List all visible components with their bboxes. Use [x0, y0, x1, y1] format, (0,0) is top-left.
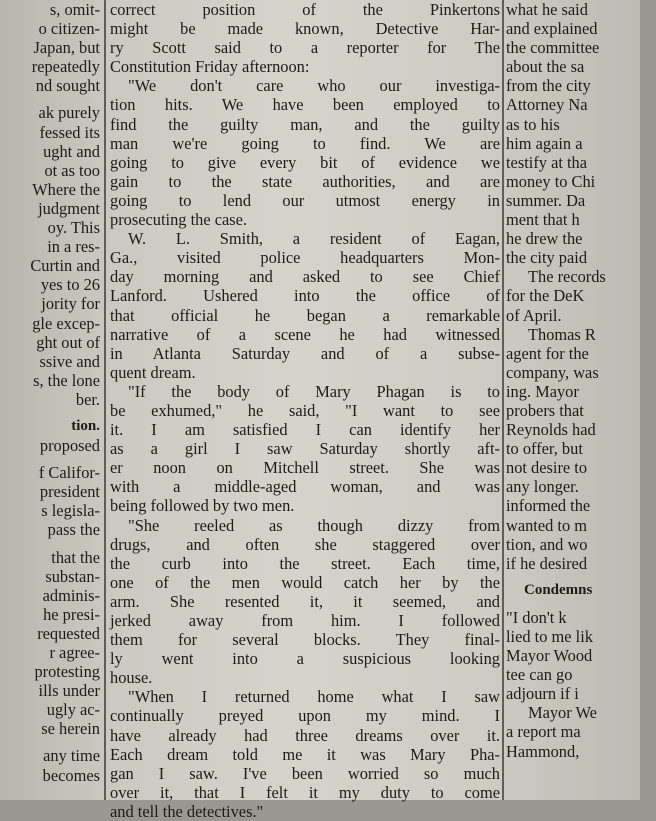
text-line: "We don't care who our investiga- — [128, 76, 500, 96]
text-line: and tell the detectives." — [110, 801, 264, 821]
text-line: fessed its — [39, 122, 100, 142]
text-line: jerked away from him. I followed — [110, 611, 500, 630]
text-line: "I don't k — [506, 607, 567, 627]
text-line: s legisla- — [41, 501, 100, 521]
text-line: what he said — [506, 0, 588, 19]
right-column — [506, 0, 656, 800]
text-line: gle excep- — [32, 313, 100, 333]
text-line: Mayor We — [528, 703, 597, 723]
text-line: drugs, and often she staggered over — [110, 534, 500, 554]
text-line: find the guilty man, and the guilty — [110, 114, 500, 134]
text-line: adjourn if i — [506, 684, 579, 704]
text-line: substan- — [45, 566, 100, 586]
text-line: Reynolds had — [506, 420, 596, 440]
text-line — [506, 600, 656, 608]
text-line: in Atlanta Saturday and of a subse- — [110, 343, 500, 363]
text-line: s, omit- — [49, 0, 100, 19]
text-line: not desire to — [506, 458, 588, 478]
text-line: ly went into a suspicious looking — [110, 649, 500, 669]
text-line: ssive and — [39, 351, 100, 371]
text-line: narrative of a scene he had witnessed — [110, 324, 500, 344]
text-line: wanted to m — [506, 515, 588, 535]
text-line: tion hits. We have been employed to — [110, 95, 500, 115]
column-rule-left — [104, 0, 106, 800]
text-line: pass the — [47, 520, 100, 540]
text-line: tion, and wo — [506, 534, 588, 554]
text-line: adminis- — [42, 585, 100, 605]
text-line: proposed — [39, 436, 100, 456]
text-line: that the — [51, 547, 100, 567]
text-line: gan I saw. I've been worried so much — [110, 763, 500, 783]
text-line: Where the — [32, 179, 100, 199]
text-line: ing. Mayor — [506, 381, 579, 401]
article-paragraph — [110, 516, 500, 688]
left-column — [0, 0, 100, 800]
text-line: Attorney Na — [506, 95, 588, 115]
text-line — [0, 738, 100, 746]
text-line: ght out of — [36, 332, 100, 352]
text-line: him again a — [506, 133, 583, 153]
text-line: the city paid — [506, 248, 588, 268]
text-line: er noon on Mitchell street. She was — [110, 458, 500, 478]
text-line: continually preyed upon my mind. I — [110, 706, 500, 726]
text-line: gain to the state authorities, and are — [110, 171, 500, 191]
text-line: to offer, but — [506, 439, 583, 459]
text-line: jority for — [41, 294, 100, 314]
text-line: ills under — [38, 681, 100, 701]
article-paragraph — [110, 0, 500, 76]
text-line: Hammond, — [506, 741, 580, 761]
text-line: repeatedly — [31, 57, 100, 77]
text-line: with a middle-aged woman, and was — [110, 477, 500, 497]
text-line: company, was — [506, 362, 599, 382]
text-line: them for several blocks. They final- — [110, 630, 500, 650]
article-paragraph — [110, 382, 500, 516]
text-line: "When I returned home what I saw — [128, 687, 500, 707]
text-line: Japan, but — [33, 38, 100, 58]
text-line: in a res- — [47, 237, 100, 257]
text-line: it. I am satisfied I can identify her — [110, 420, 500, 440]
text-line: Each dream told me it was Mary Pha- — [110, 744, 500, 764]
text-line: Constitution Friday afternoon: — [110, 57, 310, 77]
text-line: ment that h — [506, 210, 580, 230]
text-line: W. L. Smith, a resident of Eagan, — [128, 229, 500, 249]
text-line: Lanford. Ushered into the office of — [110, 286, 500, 306]
text-line: ak purely — [38, 103, 100, 123]
text-line: "She reeled as though dizzy from — [128, 515, 500, 535]
text-line: yes to 26 — [40, 275, 100, 295]
text-line — [0, 455, 100, 463]
text-line: going to give every bit of evidence we — [110, 152, 500, 172]
text-line: be exhumed," he said, "I want to see — [110, 400, 500, 420]
text-line — [506, 573, 656, 581]
text-line: day morning and asked to see Chief — [110, 267, 500, 287]
text-line: quent dream. — [110, 362, 196, 382]
text-line: house. — [110, 668, 153, 688]
text-line: Thomas R — [528, 324, 596, 344]
text-line: f Califor- — [38, 463, 100, 483]
text-line: have already had three dreams over it. — [110, 725, 500, 745]
text-line: testify at tha — [506, 152, 588, 172]
text-line: se herein — [41, 719, 100, 739]
text-line: tion. — [71, 417, 100, 434]
column-rule-right — [502, 0, 504, 800]
text-line: ot as too — [44, 160, 100, 180]
text-line — [0, 409, 100, 417]
text-line: president — [39, 482, 100, 502]
text-line: requested — [37, 623, 100, 643]
text-line: s, the lone — [33, 370, 100, 390]
text-line: correct position of the Pinkertons — [110, 0, 500, 19]
article-paragraph — [110, 229, 500, 382]
text-line — [0, 540, 100, 548]
text-line: any longer. — [506, 477, 579, 497]
text-line: one of the men would catch her by the — [110, 572, 500, 592]
text-line: as a girl I saw Saturday shortly aft- — [110, 439, 500, 459]
text-line: lied to me lik — [506, 627, 593, 646]
text-line: any time — [43, 746, 100, 766]
article-paragraph — [110, 687, 500, 821]
text-line: being followed by two men. — [110, 496, 295, 516]
text-line: becomes — [42, 765, 100, 785]
text-line: protesting — [34, 662, 100, 682]
text-line: probers that — [506, 400, 584, 420]
text-line: over it, that I felt it my duty to come — [110, 782, 500, 802]
text-line: prosecuting the case. — [110, 210, 247, 230]
text-line: if he desired — [506, 553, 588, 573]
text-line: from the city — [506, 76, 591, 96]
text-line: might be made known, Detective Har- — [110, 19, 500, 39]
text-line: nd sought — [35, 76, 100, 96]
text-line: he drew the — [506, 229, 583, 249]
article-paragraph — [110, 76, 500, 229]
text-line: judgment — [38, 198, 100, 218]
text-line: Curtin and — [30, 256, 100, 276]
text-line: summer. Da — [506, 190, 586, 210]
text-line: money to Chi — [506, 171, 596, 191]
text-line: the committee — [506, 38, 600, 58]
text-line: ught and — [43, 141, 100, 161]
text-line: going to lend our utmost energy in — [110, 190, 500, 210]
text-line: ber. — [75, 389, 100, 409]
text-line: that official he began a remarkable — [110, 305, 500, 325]
text-line: as to his — [506, 114, 560, 134]
text-line: agent for the — [506, 343, 589, 363]
text-line: and explained — [506, 19, 598, 39]
text-line: The records — [528, 267, 606, 287]
text-line: for the DeK — [506, 286, 585, 306]
text-line: a report ma — [506, 722, 581, 742]
text-line: man we're going to find. We are — [110, 133, 500, 153]
middle-column — [110, 0, 500, 821]
text-line: informed the — [506, 496, 591, 516]
text-line: Condemns — [524, 581, 593, 598]
text-line: oy. This — [47, 218, 100, 238]
text-line: o citizen- — [38, 19, 100, 39]
text-line: ugly ac- — [46, 700, 100, 720]
text-line: about the sa — [506, 57, 585, 77]
text-line — [0, 95, 100, 103]
text-line: Ga., visited police headquarters Mon- — [110, 248, 500, 268]
text-line: Mayor Wood — [506, 646, 593, 666]
text-line: ry Scott said to a reporter for The — [110, 38, 500, 58]
text-line: he presi- — [43, 604, 100, 624]
text-line: of April. — [506, 305, 562, 325]
text-line: r agree- — [49, 643, 100, 662]
text-line: the curb into the street. Each time, — [110, 553, 500, 573]
text-line: arm. She resented it, it seemed, and — [110, 591, 500, 611]
text-line: "If the body of Mary Phagan is to — [128, 381, 500, 401]
text-line: tee can go — [506, 665, 573, 685]
